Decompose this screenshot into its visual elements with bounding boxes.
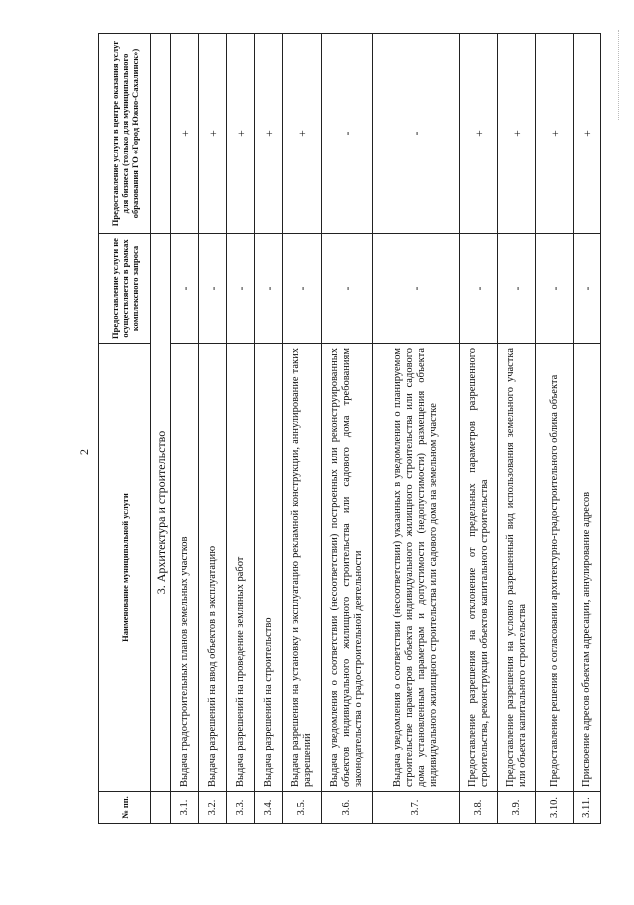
row-business: + — [227, 34, 255, 234]
row-name: Выдача разрешения на установку и эксплуатацию рекламной конструкции, аннулирование таких разрешений — [283, 344, 322, 792]
row-business: - — [322, 34, 373, 234]
section-title: 3. Архитектура и строительство — [151, 234, 171, 792]
row-name: Выдача градостроительных планов земельных участков — [171, 344, 199, 792]
row-business: + — [255, 34, 283, 234]
table-row — [460, 34, 498, 824]
table-row — [171, 34, 199, 824]
row-num: 3.5. — [283, 792, 322, 824]
row-name: Выдача разрешений на проведение земляных работ — [227, 344, 255, 792]
section-row — [151, 34, 171, 824]
row-business: + — [498, 34, 536, 234]
row-name: Выдача уведомления о соответствии (несоответствии) указанных в уведомлении о планируемом строительстве параметров объекта индивидуального жилищного строительства или садового дома установленным параметрам и допустимости (недопустимости) размещения объекта индивидуального жилищного строительства или садового дома на земельном участке — [373, 344, 460, 792]
table-row — [373, 34, 460, 824]
row-num: 3.9. — [498, 792, 536, 824]
row-num: 3.10. — [536, 792, 574, 824]
row-name: Выдача разрешений на строительство — [255, 344, 283, 792]
header-name: Наименование муниципальной услуги — [99, 344, 151, 792]
row-business: + — [171, 34, 199, 234]
row-complex: - — [199, 234, 227, 344]
page-number: 2 — [77, 449, 91, 455]
row-business: + — [574, 34, 601, 234]
table-row — [227, 34, 255, 824]
header-row — [99, 34, 151, 824]
row-num: 3.4. — [255, 792, 283, 824]
rotated-table-container — [98, 34, 594, 824]
row-num: 3.2. — [199, 792, 227, 824]
table-row — [574, 34, 601, 824]
header-num: № пп. — [99, 792, 151, 824]
row-complex: - — [171, 234, 199, 344]
row-complex: - — [255, 234, 283, 344]
row-num: 3.6. — [322, 792, 373, 824]
scan-edge-mark — [618, 30, 621, 120]
header-business: Предоставление услуги в центре оказания услуг для бизнеса (только для муниципального образования ГО «Город Южно-Сахалинск») — [99, 34, 151, 234]
row-num: 3.11. — [574, 792, 601, 824]
row-business: - — [373, 34, 460, 234]
row-business: + — [460, 34, 498, 234]
row-complex: - — [283, 234, 322, 344]
row-complex: - — [536, 234, 574, 344]
row-complex: - — [373, 234, 460, 344]
table-row — [199, 34, 227, 824]
row-name: Предоставление разрешения на условно разрешенный вид использования земельного участка или объекта капитального строительства — [498, 344, 536, 792]
row-business: + — [536, 34, 574, 234]
row-name: Предоставление разрешения на отклонение от предельных параметров разрешенного строительства, реконструкции объектов капитального строительства — [460, 344, 498, 792]
row-complex: - — [227, 234, 255, 344]
row-complex: - — [498, 234, 536, 344]
services-table — [98, 33, 601, 824]
table-row — [255, 34, 283, 824]
row-name: Предоставление решения о согласовании архитектурно-градостроительного облика объекта — [536, 344, 574, 792]
table-row — [283, 34, 322, 824]
section-blank-cell — [151, 34, 171, 234]
row-complex: - — [460, 234, 498, 344]
row-num: 3.7. — [373, 792, 460, 824]
row-business: + — [283, 34, 322, 234]
row-business: + — [199, 34, 227, 234]
row-num: 3.8. — [460, 792, 498, 824]
section-num-cell — [151, 792, 171, 824]
row-complex: - — [574, 234, 601, 344]
row-name: Выдача разрешений на ввод объектов в эксплуатацию — [199, 344, 227, 792]
row-num: 3.3. — [227, 792, 255, 824]
header-complex: Предоставление услуги не осуществляется в рамках комплексного запроса — [99, 234, 151, 344]
row-name: Выдача уведомления о соответствии (несоответствии) построенных или реконструированных объектов индивидуального жилищного строительства или садового дома требованиям законодательства о градостроительной деятельности — [322, 344, 373, 792]
table-row — [322, 34, 373, 824]
row-name: Присвоение адресов объектам адресации, аннулирование адресов — [574, 344, 601, 792]
table-row — [498, 34, 536, 824]
table-row — [536, 34, 574, 824]
row-complex: - — [322, 234, 373, 344]
row-num: 3.1. — [171, 792, 199, 824]
